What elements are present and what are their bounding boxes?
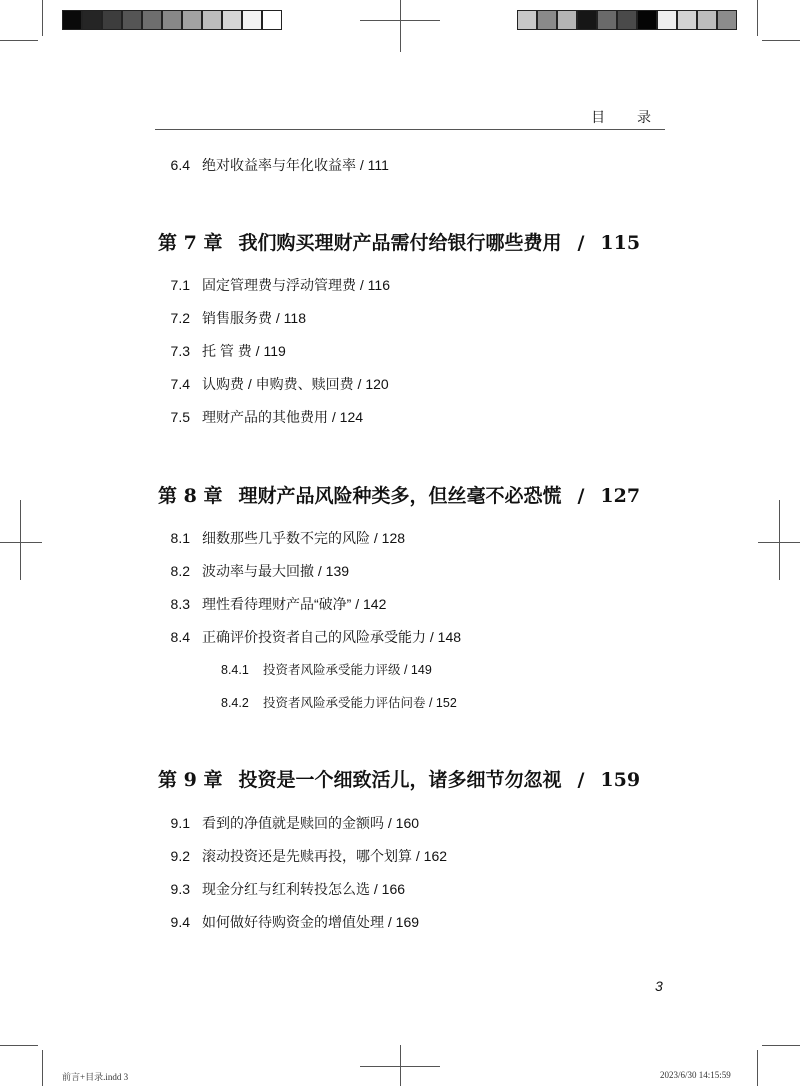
entry-text: 正确评价投资者自己的风险承受能力 / 148	[202, 629, 462, 645]
chapter-number: 第 9 章	[158, 769, 223, 791]
toc-entry	[160, 275, 390, 295]
chapter-title: 投资是一个细致活儿，诸多细节勿忽视	[238, 769, 562, 791]
entry-number: 9.4	[170, 914, 190, 930]
chapter-title: 理财产品风险种类多，但丝毫不必恐慌	[238, 485, 562, 507]
entry-text: 绝对收益率与年化收益率 / 111	[202, 157, 389, 173]
entry-text: 细数那些几乎数不完的风险 / 128	[202, 530, 406, 546]
entry-text: 现金分红与红利转投怎么选 / 166	[202, 881, 406, 897]
entry-text: 滚动投资还是先赎再投，哪个划算 / 162	[202, 848, 448, 864]
entry-number: 9.3	[170, 881, 190, 897]
running-header: 目 录	[591, 109, 665, 125]
color-bar-right	[517, 10, 737, 30]
toc-entry	[160, 374, 389, 394]
entry-text: 理性看待理财产品“破净” / 142	[202, 596, 387, 612]
chapter-heading	[158, 765, 640, 792]
color-bar-left	[62, 10, 282, 30]
chapter-page: 159	[600, 769, 641, 791]
toc-entry	[160, 308, 306, 328]
entry-number: 8.1	[170, 530, 190, 546]
entry-number: 9.1	[170, 815, 190, 831]
entry-number: 7.4	[170, 376, 190, 392]
chapter-separator: /	[577, 232, 585, 254]
entry-number: 7.3	[170, 343, 190, 359]
chapter-title: 我们购买理财产品需付给银行哪些费用	[238, 232, 562, 254]
toc-subentry	[221, 660, 432, 678]
chapter-separator: /	[577, 485, 585, 507]
entry-text: 看到的净值就是赎回的金额吗 / 160	[202, 815, 420, 831]
toc-entry	[160, 846, 447, 866]
subentry-text: 投资者风险承受能力评估问卷 / 152	[263, 696, 457, 710]
entry-text: 认购费 / 申购费、赎回费 / 120	[202, 376, 389, 392]
entry-number: 8.3	[170, 596, 190, 612]
entry-text: 托 管 费 / 119	[202, 343, 286, 359]
entry-text: 如何做好待购资金的增值处理 / 169	[202, 914, 420, 930]
toc-entry	[160, 879, 405, 899]
subentry-number: 8.4.1	[221, 663, 249, 677]
slug-filename: 前言+目录.indd 3	[62, 1072, 129, 1082]
entry-text: 理财产品的其他费用 / 124	[202, 409, 364, 425]
page-number: 3	[655, 978, 663, 994]
toc-entry	[160, 155, 389, 175]
subentry-text: 投资者风险承受能力评级 / 149	[263, 663, 432, 677]
toc-entry	[160, 813, 419, 833]
entry-number: 8.2	[170, 563, 190, 579]
chapter-separator: /	[577, 769, 585, 791]
entry-number: 6.4	[170, 157, 190, 173]
header-rule	[155, 129, 665, 130]
slug-timestamp: 2023/6/30 14:15:59	[660, 1070, 731, 1080]
toc-entry	[160, 594, 386, 614]
chapter-number: 第 7 章	[158, 232, 223, 254]
entry-text: 固定管理费与浮动管理费 / 116	[202, 277, 390, 293]
chapter-page: 115	[600, 232, 641, 254]
entry-number: 9.2	[170, 848, 190, 864]
toc-entry	[160, 528, 405, 548]
chapter-page: 127	[600, 485, 641, 507]
chapter-heading	[158, 228, 640, 255]
toc-entry	[160, 407, 363, 427]
subentry-number: 8.4.2	[221, 696, 249, 710]
entry-text: 波动率与最大回撤 / 139	[202, 563, 350, 579]
toc-entry	[160, 627, 461, 647]
toc-subentry	[221, 693, 457, 711]
entry-number: 7.1	[170, 277, 190, 293]
toc-entry	[160, 561, 349, 581]
entry-number: 7.5	[170, 409, 190, 425]
chapter-number: 第 8 章	[158, 485, 223, 507]
entry-number: 7.2	[170, 310, 190, 326]
toc-entry	[160, 912, 419, 932]
entry-text: 销售服务费 / 118	[202, 310, 306, 326]
entry-number: 8.4	[170, 629, 190, 645]
toc-entry	[160, 341, 286, 361]
chapter-heading	[158, 481, 640, 508]
